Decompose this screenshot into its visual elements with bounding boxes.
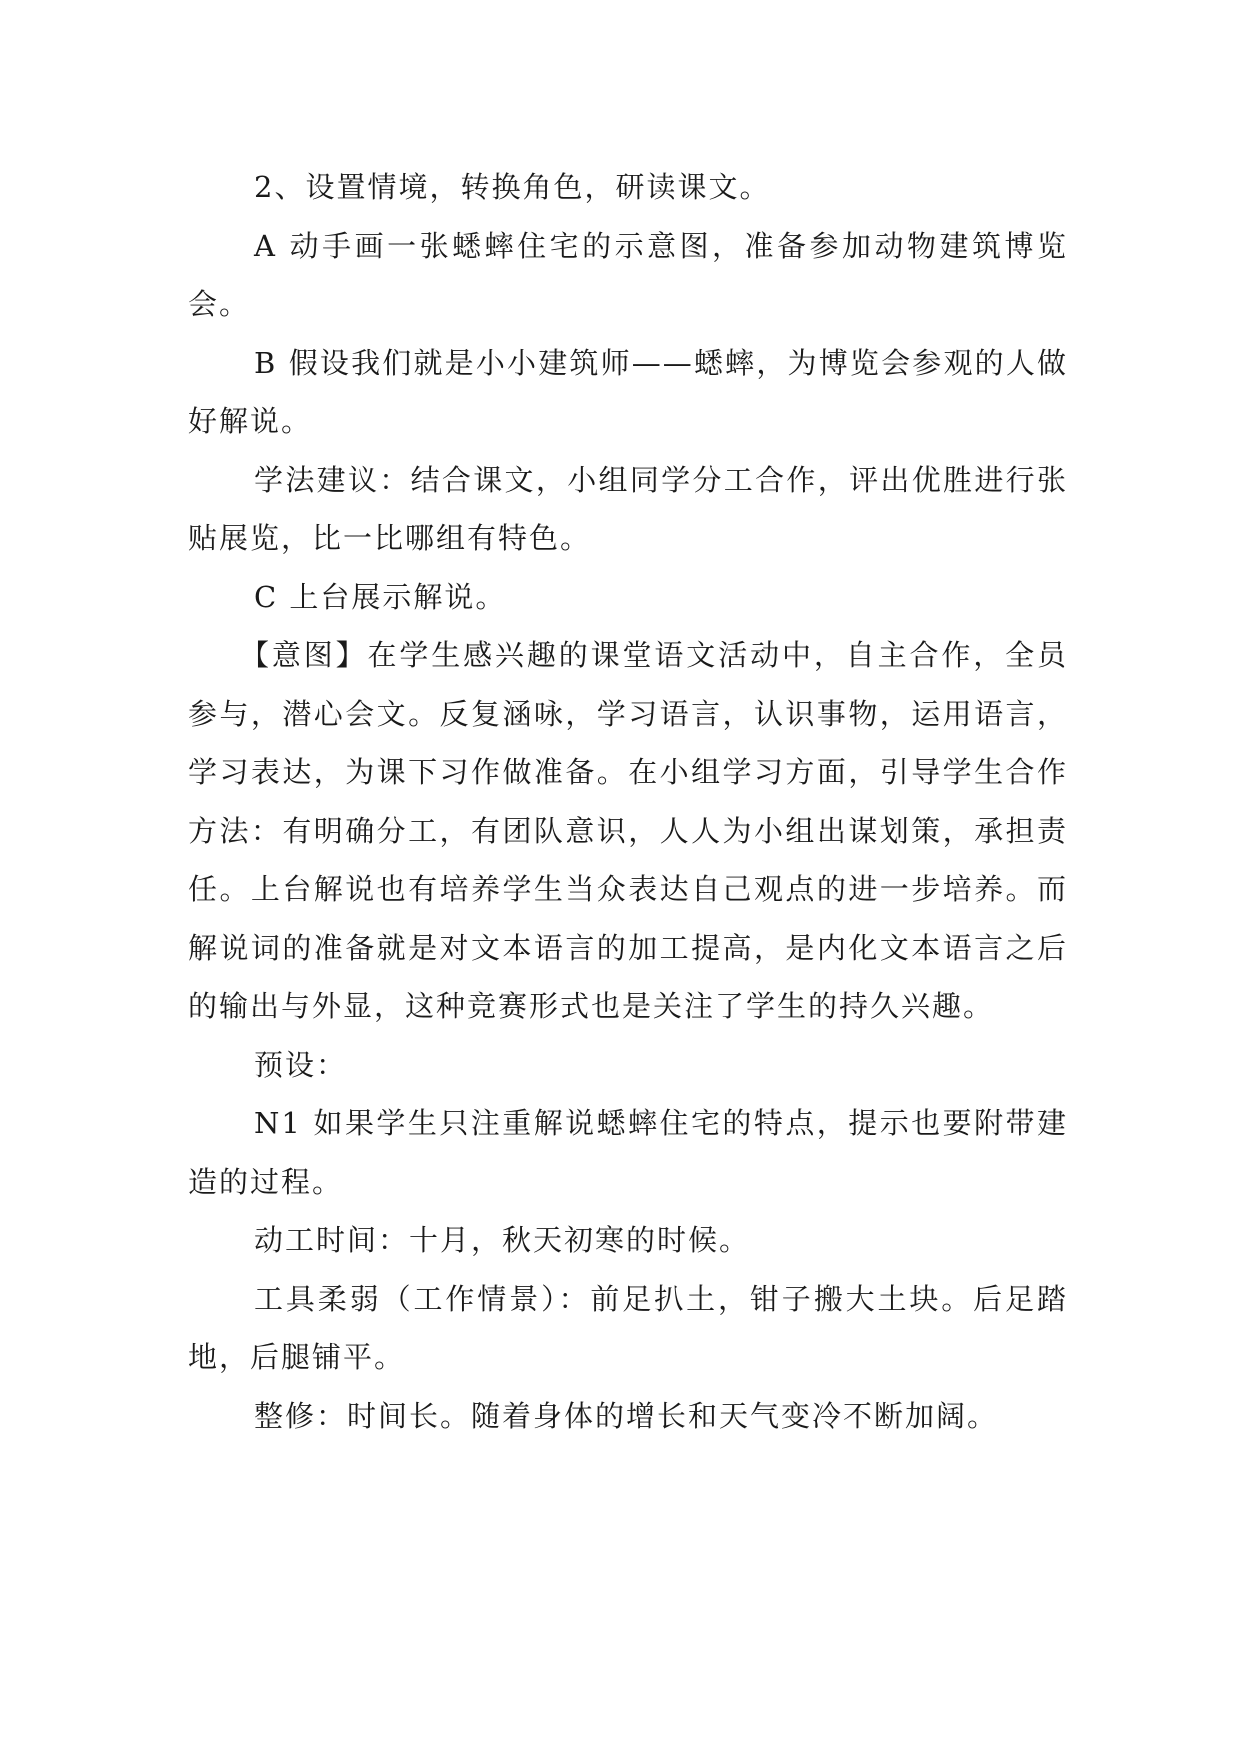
paragraph-start-time: 动工时间：十月，秋天初寒的时候。 xyxy=(254,1223,751,1257)
paragraph-intent: 【意图】在学生感兴趣的课堂语文活动中，自主合作，全员参与，潜心会文。反复涵咏，学习语言，认识事物，运用语言，学习表达，为课下习作做准备。在小组学习方面，引导学生合作方法：有明确分工，有团队意识，人人为小组出谋划策，承担责任。上台解说也有培养学生当众表达自己观点的进一步培养。而解说词的准备就是对文本语言的加工提高，是内化文本语言之后的输出与外显，这种竞赛形式也是关注了学生的持久兴趣。 xyxy=(188,638,1068,1023)
paragraph-task-b: B 假设我们就是小小建筑师——蟋蟀，为博览会参观的人做好解说。 xyxy=(188,345,1068,438)
paragraph-task-a: A 动手画一张蟋蟀住宅的示意图，准备参加动物建筑博览会。 xyxy=(188,228,1068,321)
paragraph-repair: 整修：时间长。随着身体的增长和天气变冷不断加阔。 xyxy=(254,1398,999,1433)
paragraph-task-c: C 上台展示解说。 xyxy=(254,579,507,614)
paragraph-study-suggestion: 学法建议：结合课文，小组同学分工合作，评出优胜进行张贴展览，比一比哪组有特色。 xyxy=(188,462,1068,555)
paragraph-preset-heading: 预设： xyxy=(254,1047,348,1082)
document-body xyxy=(188,158,1068,1445)
paragraph-n1: N1 如果学生只注重解说蟋蟀住宅的特点，提示也要附带建造的过程。 xyxy=(188,1106,1068,1199)
paragraph-tools: 工具柔弱（工作情景）：前足扒土，钳子搬大土块。后足踏地，后腿铺平。 xyxy=(188,1281,1068,1374)
paragraph-step-2: 2、设置情境，转换角色，研读课文。 xyxy=(254,170,771,204)
